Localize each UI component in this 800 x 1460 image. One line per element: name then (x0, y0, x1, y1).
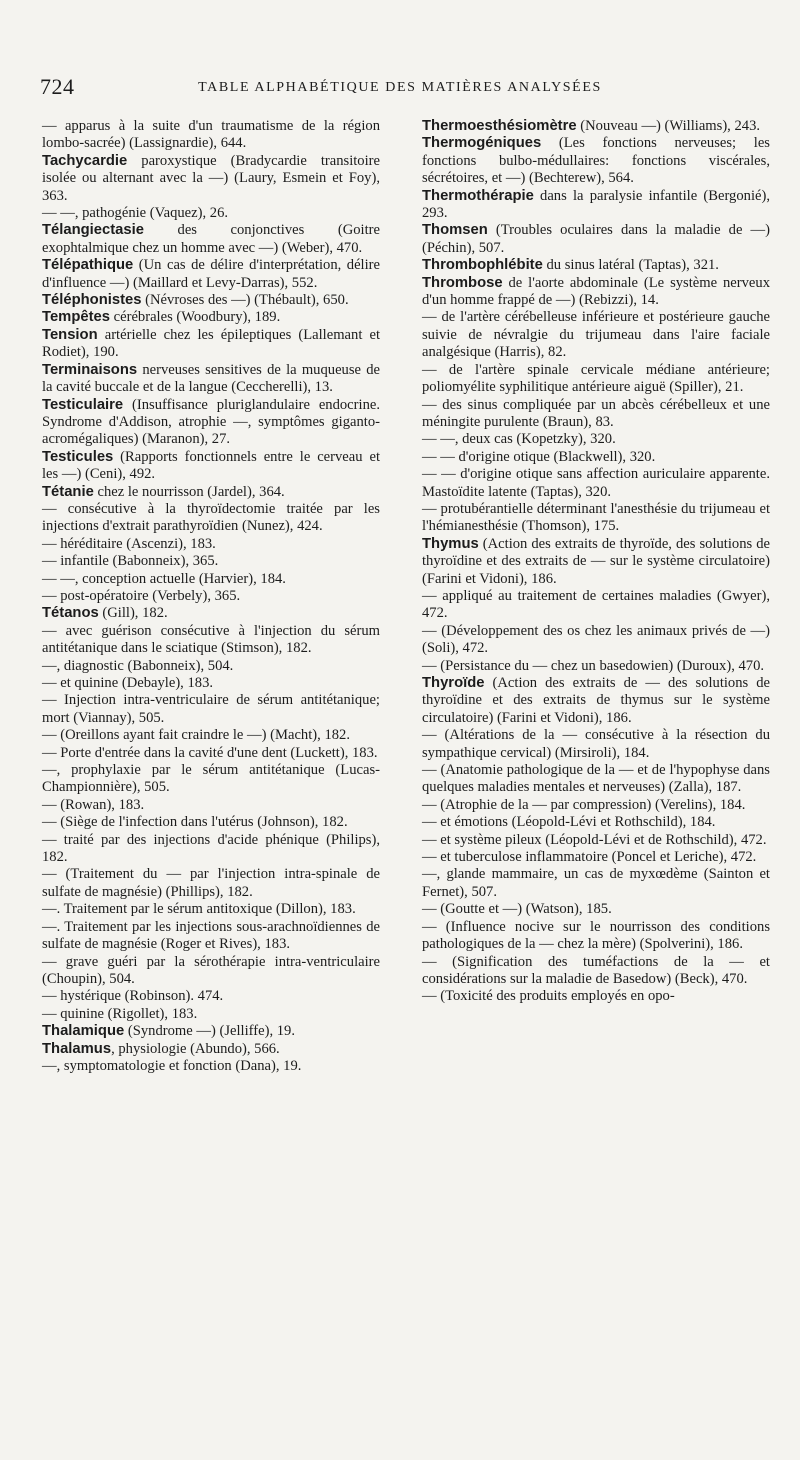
index-entry: — (Toxicité des produits employés en opo- (422, 988, 675, 1005)
index-entry: — (Signification des tuméfactions de la — et considérations sur la maladie de Basedow) (Beck), 470. (422, 953, 770, 987)
right-column (422, 118, 770, 1006)
index-entry: — protubérantielle déterminant l'anesthésie du trijumeau et l'hémianesthésie (Thomson), 175. (422, 500, 770, 535)
index-entry: — (Oreillons ayant fait craindre le —) (Macht), 182. (42, 727, 350, 744)
index-entry: — (Goutte et —) (Watson), 185. (422, 901, 612, 918)
index-entry: —, symptomatologie et fonction (Dana), 19. (42, 1057, 302, 1074)
index-entry: Testiculaire (Insuffisance pluriglandulaire endocrine. Syndrome d'Addison, atrophie —, symptômes giganto-acromégaliques) (Maranon), 27. (42, 396, 380, 448)
index-entry: —. Traitement par les injections sous-arachnoïdiennes de sulfate de magnésie (Roger et Rives), 183. (42, 918, 380, 953)
index-entry: — —, conception actuelle (Harvier), 184. (42, 570, 286, 587)
index-entry: — hystérique (Robinson). 474. (42, 988, 224, 1005)
index-entry: Thrombose de l'aorte abdominale (Le système nerveux d'un homme frappé de —) (Rebizzi), 14. (422, 274, 770, 309)
index-entry: —, prophylaxie par le sérum antitétanique (Lucas-Championnière), 505. (42, 762, 380, 796)
index-entry: — (Développement des os chez les animaux privés de —) (Soli), 472. (422, 622, 770, 657)
index-entry: — — d'origine otique sans affection auriculaire apparente. Mastoïdite latente (Taptas), 320. (422, 466, 770, 500)
index-entry: —. Traitement par le sérum antitoxique (Dillon), 183. (42, 901, 356, 918)
index-entry: — Porte d'entrée dans la cavité d'une dent (Luckett), 183. (42, 744, 378, 761)
index-entry: — — d'origine otique (Blackwell), 320. (422, 448, 656, 465)
index-entry: — appliqué au traitement de certaines maladies (Gwyer), 472. (422, 587, 770, 622)
index-entry: — (Traitement du — par l'injection intra-spinale de sulfate de magnésie) (Phillips), 182. (42, 866, 380, 900)
index-entry: — —, deux cas (Kopetzky), 320. (422, 431, 616, 448)
index-entry: — avec guérison consécutive à l'injection du sérum antitétanique dans le sciatique (Stimson), 182. (42, 622, 380, 657)
index-entry: Thermoesthésiomètre (Nouveau —) (Williams), 243. (422, 118, 761, 134)
index-entry: — (Influence nocive sur le nourrisson des conditions pathologiques de la — chez la mère) (Spolverini), 186. (422, 918, 770, 953)
index-entry: Terminaisons nerveuses sensitives de la muqueuse de la cavité buccale et de la langue (Ceccherelli), 13. (42, 361, 380, 396)
index-entry: — de l'artère cérébelleuse inférieure et postérieure gauche suivie de névralgie du trijumeau dans l'aire faciale analgésique (Harris), 82. (422, 309, 770, 361)
index-entry: — (Altérations de la — consécutive à la résection du sympathique cervical) (Mirsiroli), 184. (422, 727, 770, 761)
index-entry: — (Anatomie pathologique de la — et de l'hypophyse dans quelques maladies mentales et nerveuses) (Zalla), 187. (422, 762, 770, 796)
index-entry: — grave guéri par la sérothérapie intra-ventriculaire (Choupin), 504. (42, 953, 380, 987)
index-entry: — quinine (Rigollet), 183. (42, 1005, 198, 1022)
index-entry: — —, pathogénie (Vaquez), 26. (42, 205, 229, 222)
index-entry: Thrombophlébite du sinus latéral (Taptas), 321. (422, 257, 719, 274)
index-entry: Tétanos (Gill), 182. (42, 605, 168, 622)
index-entry: Thalamus, physiologie (Abundo), 566. (42, 1040, 280, 1057)
index-entry: —, diagnostic (Babonneix), 504. (42, 657, 234, 674)
index-entry: — (Atrophie de la — par compression) (Verelins), 184. (422, 796, 746, 813)
index-entry: — des sinus compliquée par un abcès cérébelleux et une méningite purulente (Braun), 83. (422, 396, 770, 430)
left-column (42, 118, 380, 1075)
running-title: TABLE ALPHABÉTIQUE DES MATIÈRES ANALYSÉES (198, 80, 602, 95)
index-entry: Téléphonistes (Névroses des —) (Thébault), 650. (42, 292, 349, 309)
index-entry: — de l'artère spinale cervicale médiane antérieure; poliomyélite syphilitique antérieure aiguë (Spiller), 21. (422, 361, 770, 396)
index-entry: — et quinine (Debayle), 183. (42, 675, 214, 691)
index-entry: Tension artérielle chez les épileptiques (Lallemant et Rodiet), 190. (42, 326, 380, 361)
index-entry: — héréditaire (Ascenzi), 183. (42, 535, 216, 552)
index-entry: — infantile (Babonneix), 365. (42, 553, 219, 570)
index-entry: —, glande mammaire, un cas de myxœdème (Sainton et Fernet), 507. (422, 866, 770, 900)
index-entry: Télangiectasie des conjonctives (Goitre exophtalmique chez un homme avec —) (Weber), 470. (42, 222, 380, 256)
index-entry: Thyroïde (Action des extraits de — des solutions de thyroïdine et des extraits de thymus sur le système circulatoire) (Farini et Vidoni), 186. (422, 675, 770, 726)
index-entry: — consécutive à la thyroïdectomie traitée par les injections d'extrait parathyroïdien (Nunez), 424. (42, 500, 380, 535)
index-entry: — et tuberculose inflammatoire (Poncel et Leriche), 472. (422, 849, 757, 866)
index-entry: Testicules (Rapports fonctionnels entre le cerveau et les —) (Ceni), 492. (42, 448, 380, 483)
index-entry: — et émotions (Léopold-Lévi et Rothschild), 184. (422, 814, 716, 831)
index-entry: — et système pileux (Léopold-Lévi et de Rothschild), 472. (422, 831, 767, 848)
index-entry: Thomsen (Troubles oculaires dans la maladie de —) (Péchin), 507. (422, 222, 770, 256)
index-entry: Thermothérapie dans la paralysie infantile (Bergonié), 293. (422, 187, 770, 222)
index-entry: — (Rowan), 183. (42, 796, 145, 813)
index-entry: — Injection intra-ventriculaire de sérum antitétanique; mort (Viannay), 505. (42, 692, 380, 726)
index-entry: — apparus à la suite d'un traumatisme de la région lombo-sacrée) (Lassignardie), 644. (42, 118, 380, 152)
index-entry: — (Siège de l'infection dans l'utérus (Johnson), 182. (42, 814, 348, 831)
index-entry: Télépathique (Un cas de délire d'interprétation, délire d'influence —) (Maillard et Levy-Darras), 552. (42, 257, 380, 291)
index-entry: Tétanie chez le nourrisson (Jardel), 364. (42, 483, 285, 500)
index-entry: — post-opératoire (Verbely), 365. (42, 587, 241, 604)
page-header (40, 74, 760, 104)
index-entry: — traité par des injections d'acide phénique (Philips), 182. (42, 831, 380, 866)
index-entry: Tempêtes cérébrales (Woodbury), 189. (42, 309, 281, 326)
index-entry: Thalamique (Syndrome —) (Jelliffe), 19. (42, 1023, 295, 1040)
index-entry: Tachycardie paroxystique (Bradycardie transitoire isolée ou alternant avec la —) (Laury, Esmein et Foy), 363. (42, 152, 380, 204)
index-entry: — (Persistance du — chez un basedowien) (Duroux), 470. (422, 657, 765, 674)
index-entry: Thermogéniques (Les fonctions nerveuses; les fonctions bulbo-médullaires: fonctions viscérales, sécrétoires, et —) (Bechterew), 564. (422, 135, 770, 187)
index-entry: Thymus (Action des extraits de thyroïde, des solutions de thyroïdine et des extraits de — sur le système circulatoire) (Farini et Vidoni), 186. (422, 535, 770, 587)
page-number: 724 (40, 74, 75, 99)
